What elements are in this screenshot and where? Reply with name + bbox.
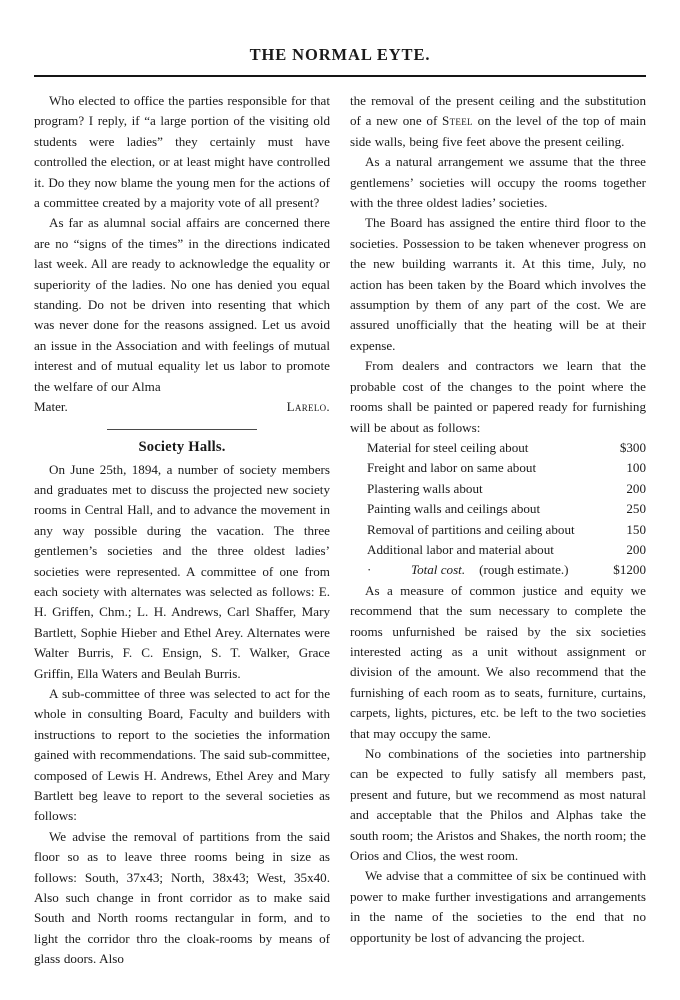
cost-label: Painting walls and ceilings about — [367, 501, 541, 517]
table-row — [350, 499, 646, 519]
bullet-dot-icon: · — [367, 562, 372, 578]
paragraph: The Board has assigned the entire third floor to the societies. Possession to be taken whenever progress on the new building warrants it. At this time, July, no action has been taken by the Board which involves the assumption by them of any part of the cost. We are assured unofficially that the heating will be at their expense. — [350, 215, 646, 353]
paragraph: A sub-committee of three was selected to act for the whole in consulting Board, Faculty and builders with instructions to report to the societies the information gained with recommendations. The said sub-committee, composed of Lewis H. Andrews, Ethel Arey and Mary Bartlett beg leave to report to the several societies as follows: — [34, 685, 330, 824]
table-row — [350, 540, 646, 560]
paragraph: Who elected to office the parties responsible for that program? I reply, if “a large portion of the visiting old students were ladies” they certainly must have controlled the election, or at least might have controlled it. Do they now blame the young men for the actions of a committee created by a majority vote of all present? — [34, 93, 330, 211]
cost-value: 250 — [626, 501, 646, 517]
cost-total-value: $1200 — [613, 562, 646, 578]
paragraph: the removal of the present ceiling and the substitution of a new one of Steel on the level of the top of main side walls, being five feet above the present ceiling. — [350, 93, 646, 149]
two-column-body — [34, 91, 646, 970]
table-row — [350, 438, 646, 458]
right-column — [350, 91, 646, 948]
paragraph: From dealers and contractors we learn that the probable cost of the changes to the point where the rooms shall be painted or papered ready for furnishing will be about as follows: — [350, 358, 646, 435]
page-title: THE NORMAL EYTE. — [249, 45, 431, 64]
cost-total-label — [350, 560, 602, 580]
table-row-total — [350, 560, 646, 580]
steel-smallcaps: Steel — [442, 113, 473, 129]
paragraph: On June 25th, 1894, a number of society members and graduates met to discuss the projected new society rooms in Central Hall, and to advance the movement in any way possible during the vacation. The three gentlemen’s societies and the three oldest ladies’ societies were represented. A committee of one from each society with alternates was selected as follows: E. H. Griffen, Chm.; L. H. Andrews, Carl Shaffer, Mary Bartlett, Sophie Hieber and Ethel Arey. Alternates were Walter Burris, F. C. Ensign, S. T. Walker, Grace Griffin, Ella Waters and Beulah Burris. — [34, 461, 330, 681]
cost-value: 200 — [626, 480, 646, 496]
cost-estimate-table — [350, 438, 646, 581]
paragraph: No combinations of the societies into partnership can be expected to fully satisfy all members past, present and future, but we recommend as most natural and acceptable that the Philos and Alphas take the south room; the Aristos and Shakes, the north room; the Orios and Clios, the west room. — [350, 746, 646, 864]
cost-label: Plastering walls about — [367, 480, 483, 496]
cost-label: Removal of partitions and ceiling about — [367, 521, 575, 537]
section-heading: Society Halls. — [138, 438, 226, 455]
cost-value: 150 — [626, 521, 646, 537]
section-divider — [107, 429, 257, 430]
cost-value: 200 — [626, 541, 646, 557]
signature-line — [34, 397, 330, 417]
total-cost-note: (rough estimate.) — [479, 562, 569, 578]
cost-label: Additional labor and material about — [367, 541, 554, 557]
masthead-rule — [34, 75, 646, 77]
author-signature: Larelo. — [286, 399, 330, 415]
paragraph: As far as alumnal social affairs are concerned there are no “signs of the times” in the directions indicated last week. All are ready to acknowledge the equality or superiority of the ladies. No one has denied you equal standing. Do not be driven into resenting that which was never done for the reasons assigned. Let us avoid an issue in the Association and with feelings of mutual interest and of mutual equality let us labor to promote the welfare of our Alma — [34, 215, 330, 394]
total-cost-text: Total cost. — [411, 562, 466, 578]
cost-label: Material for steel ceiling about — [367, 439, 529, 455]
paragraph: As a natural arrangement we assume that the three gentlemens’ societies will occupy the rooms together with the three oldest ladies’ societies. — [350, 154, 646, 211]
paragraph: We advise the removal of partitions from the said floor so as to leave three rooms being in size as follows: South, 37x43; North, 38x43; West, 35x40. Also such change in front corridor as to make said South and North rooms rectangular in form, and to light the corridor thro the cloak-rooms by means of glass doors. Also — [34, 828, 330, 967]
cost-value: $300 — [619, 439, 646, 455]
cost-label: Freight and labor on same about — [367, 460, 537, 476]
table-row — [350, 520, 646, 540]
signature-lead-word: Mater. — [34, 399, 68, 415]
table-row — [350, 458, 646, 478]
paragraph: We advise that a committee of six be continued with power to make further investigations and arrangements in the name of the societies to the end that no opportunity be lost of advancing the project. — [350, 868, 646, 945]
paragraph: As a measure of common justice and equity we recommend that the sum necessary to complete the rooms unfurnished be raised by the six societies interested acting as a unit without assignment or division of the amount. We also recommend that the furnishing of each room as to seats, furniture, curtains, carpets, lights, pictures, etc. be left to the two societies that may occupy the same. — [350, 582, 646, 741]
table-row — [350, 479, 646, 499]
left-column — [34, 91, 330, 970]
cost-value: 100 — [626, 460, 646, 476]
